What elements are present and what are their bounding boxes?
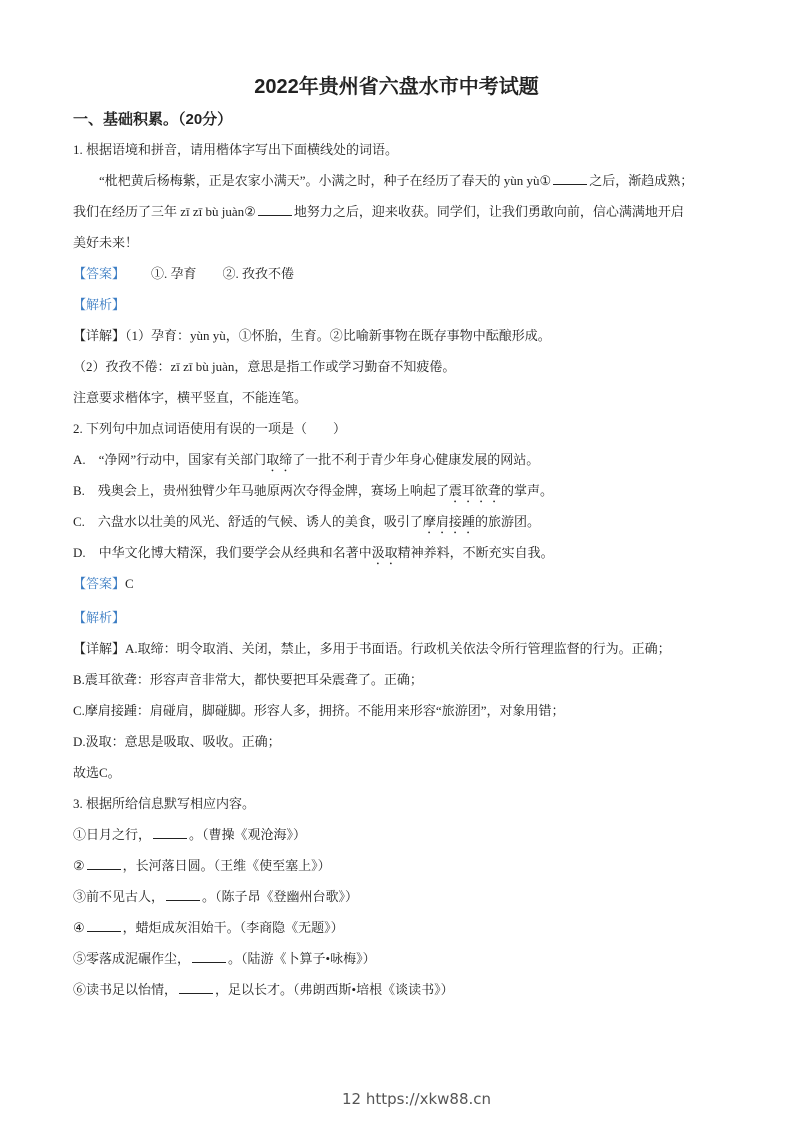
q1-detail: 注意要求楷体字，横平竖直，不能连笔。 [73, 390, 308, 405]
document-body [73, 140, 723, 1011]
q1-stem: 1. 根据语境和拼音，请用楷体字写出下面横线处的词语。 [73, 142, 399, 157]
q2-detail: D.汲取：意思是吸取、吸收。正确； [73, 734, 281, 749]
emphasized-word: 取缔 [266, 452, 293, 467]
item-text: ，长河落日圆。（王维《使至塞上》） [122, 858, 331, 873]
text: 之后，渐趋成熟； [589, 173, 694, 188]
option-text: 了一批不利于青少年身心健康发展的网站。 [292, 452, 540, 467]
item-text: 。（陆游《卜算子•咏梅》） [228, 951, 376, 966]
blank [87, 857, 121, 870]
item-text: ①日月之行， [73, 827, 152, 842]
analysis-tag: 【解析】 [73, 610, 126, 625]
q2-detail: 【详解】A.取缔：明令取消、关闭，禁止，多用于书面语。行政机关依法令所行管理监督的行为。正确； [73, 641, 671, 656]
q2-detail: 故选C。 [73, 765, 121, 780]
answer-tag: 【答案】 [73, 576, 126, 591]
item-text: ⑤零落成泥碾作尘， [73, 951, 191, 966]
q3-item [73, 856, 723, 887]
answer-tag: 【答案】 [73, 266, 126, 281]
item-text: ，蜡炬成灰泪始干。（李商隐《无题》） [122, 920, 344, 935]
item-text: ② [73, 858, 85, 873]
q3-item [73, 887, 723, 918]
option-text: B. 残奥会上，贵州独臂少年马驰原两次夺得金牌，赛场上响起了 [73, 483, 449, 498]
text: 地努力之后，迎来收获。同学们，让我们勇敢向前，信心满满地开启 [293, 204, 684, 219]
q2-option [73, 543, 723, 574]
blank [192, 950, 226, 963]
q2-option [73, 481, 723, 512]
q2-answer [73, 574, 723, 608]
q2-detail: C.摩肩接踵：肩碰肩，脚碰脚。形容人多，拥挤。不能用来形容“旅游团”，对象用错； [73, 703, 565, 718]
blank [258, 203, 292, 216]
q1-detail: 【详解】（1）孕育：yùn yù，①怀胎，生育。②比喻新事物在既存事物中酝酿形成。 [73, 328, 551, 343]
q2-option [73, 450, 723, 481]
q3-item [73, 918, 723, 949]
section-heading: 一、基础积累。（20分） [73, 111, 233, 128]
blank [553, 172, 587, 185]
q1-passage-line [73, 171, 723, 202]
answer-2: ②. 孜孜不倦 [222, 266, 295, 281]
q3-stem: 3. 根据所给信息默写相应内容。 [73, 796, 256, 811]
option-text: D. 中华文化博大精深，我们要学会从经典和名著中 [73, 545, 372, 560]
item-text: ，足以长才。（弗朗西斯•培根《谈读书》） [215, 982, 454, 997]
q2-stem: 2. 下列句中加点词语使用有误的一项是（ ） [73, 421, 347, 436]
text: “枇杷黄后杨梅紫，正是农家小满天”。小满之时，种子在经历了春天的 yùn yù① [99, 173, 552, 188]
blank [153, 826, 187, 839]
emphasized-word: 震耳欲聋 [448, 483, 501, 498]
item-text: ⑥读书足以怡情， [73, 982, 178, 997]
blank [179, 981, 213, 994]
q1-passage-line [73, 202, 723, 233]
q3-item [73, 980, 723, 1011]
q1-detail: （2）孜孜不倦：zī zī bù juàn，意思是指工作或学习勤奋不知疲倦。 [73, 359, 456, 374]
answer-1: ①. 孕育 [151, 266, 197, 281]
blank [87, 919, 121, 932]
q2-detail: B.震耳欲聋：形容声音非常大，都快要把耳朵震聋了。正确； [73, 672, 423, 687]
item-text: ③前不见古人， [73, 889, 165, 904]
q3-item [73, 949, 723, 980]
analysis-tag: 【解析】 [73, 297, 126, 312]
document-title: 2022年贵州省六盘水市中考试题 [254, 76, 539, 98]
q1-answer [73, 264, 723, 295]
item-text: ④ [73, 920, 85, 935]
q1-passage-line: 美好未来！ [73, 235, 139, 250]
option-text: A. “净网”行动中，国家有关部门 [73, 452, 267, 467]
option-text: 的旅游团。 [474, 514, 540, 529]
page-footer: 12 https://xkw88.cn [341, 1090, 492, 1108]
emphasized-word: 汲取 [371, 545, 398, 560]
text: 我们在经历了三年 zī zī bù juàn② [73, 204, 256, 219]
emphasized-word: 摩肩接踵 [422, 514, 475, 529]
item-text: 。（陈子昂《登幽州台歌》） [202, 889, 359, 904]
q3-item [73, 825, 723, 856]
option-text: C. 六盘水以壮美的风光、舒适的气候、诱人的美食，吸引了 [73, 514, 423, 529]
blank [166, 888, 200, 901]
option-text: 精神养料，不断充实自我。 [397, 545, 554, 560]
option-text: 的掌声。 [500, 483, 553, 498]
item-text: 。（曹操《观沧海》） [189, 827, 307, 842]
answer-value: C [125, 576, 134, 591]
q2-option [73, 512, 723, 543]
